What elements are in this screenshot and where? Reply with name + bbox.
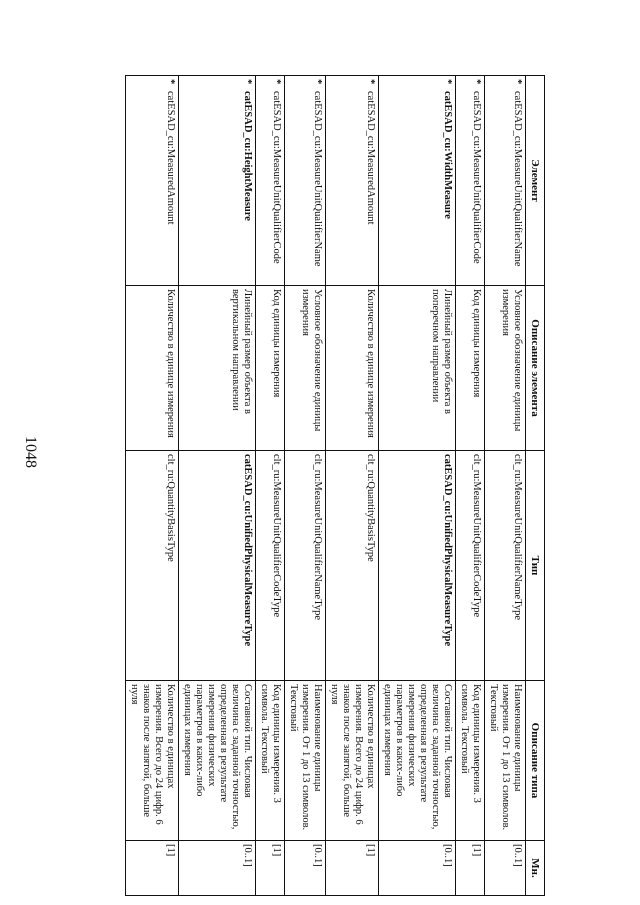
cell-type-description: Код единицы измерения. 3 символа. Текстовый bbox=[456, 681, 485, 841]
cell-multiplicity: [1] bbox=[326, 841, 379, 896]
element-name: catESAD_cu:MeasuredAmount bbox=[365, 91, 376, 225]
element-name: catESAD_cu:MeasureUnitQualifierName bbox=[512, 91, 523, 267]
cell-type-description: Составной тип. Числовая величина с заданной точностью, определенная в результате измерения физических параметров в каких-либо единицах измерения bbox=[379, 681, 456, 841]
table-row bbox=[379, 76, 456, 896]
page-number: 1048 bbox=[22, 436, 39, 468]
cell-type: clt_ru:MeasureUnitQualifierCodeType bbox=[456, 451, 485, 681]
header-element: Элемент bbox=[526, 76, 545, 286]
cell-multiplicity: [1] bbox=[126, 841, 179, 896]
table-body bbox=[126, 76, 526, 896]
cell-type: catESAD_cu:UnifiedPhysicalMeasureType bbox=[379, 451, 456, 681]
row-marker: * bbox=[365, 79, 376, 85]
element-wrap bbox=[511, 79, 523, 282]
element-wrap bbox=[164, 79, 176, 282]
cell-element-description: Код единицы измерения bbox=[456, 286, 485, 451]
cell-type: clt_ru:MeasureUnitQualifierCodeType bbox=[256, 451, 285, 681]
element-wrap bbox=[241, 79, 253, 282]
cell-element-description: Количество в единице измерения bbox=[326, 286, 379, 451]
row-marker: * bbox=[242, 79, 253, 85]
cell-element bbox=[256, 76, 285, 286]
table-row bbox=[285, 76, 326, 896]
cell-element-description: Количество в единице измерения bbox=[126, 286, 179, 451]
cell-element-description: Линейный размер объекта в поперечном направлении bbox=[379, 286, 456, 451]
element-wrap bbox=[364, 79, 376, 282]
element-wrap bbox=[311, 79, 323, 282]
cell-type-description: Код единицы измерения. 3 символа. Текстовый bbox=[256, 681, 285, 841]
cell-element-description: Условное обозначение единицы измерения bbox=[285, 286, 326, 451]
cell-element-description: Линейный размер объекта в вертикальном направлении bbox=[179, 286, 256, 451]
spec-table bbox=[125, 75, 545, 896]
row-marker: * bbox=[512, 79, 523, 85]
table-row bbox=[256, 76, 285, 896]
cell-element bbox=[179, 76, 256, 286]
cell-type: clt_ru:QuantityBasisType bbox=[326, 451, 379, 681]
cell-element bbox=[285, 76, 326, 286]
element-name: catESAD_cu:HeightMeasure bbox=[242, 91, 253, 221]
cell-element bbox=[326, 76, 379, 286]
cell-type: clt_ru:QuantityBasisType bbox=[126, 451, 179, 681]
cell-multiplicity: [1] bbox=[256, 841, 285, 896]
cell-multiplicity: [0..1] bbox=[179, 841, 256, 896]
cell-type: catESAD_cu:UnifiedPhysicalMeasureType bbox=[179, 451, 256, 681]
cell-multiplicity: [1] bbox=[456, 841, 485, 896]
element-wrap bbox=[470, 79, 482, 282]
header-element-description: Описание элемента bbox=[526, 286, 545, 451]
row-marker: * bbox=[165, 79, 176, 85]
cell-type-description: Количество в единицах измерения. Всего до 24 цифр. 6 знаков после запятой, больше нуля bbox=[326, 681, 379, 841]
cell-element bbox=[126, 76, 179, 286]
header-type: Тип bbox=[526, 451, 545, 681]
cell-type-description: Наименование единицы измерения. От 1 до 13 символов. Текстовый bbox=[285, 681, 326, 841]
table-row bbox=[179, 76, 256, 896]
header-multiplicity: Мн. bbox=[526, 841, 545, 896]
table-row bbox=[485, 76, 526, 896]
element-wrap bbox=[441, 79, 453, 282]
header-type-description: Описание типа bbox=[526, 681, 545, 841]
cell-type: clt_ru:MeasureUnitQualifierNameType bbox=[285, 451, 326, 681]
cell-element bbox=[485, 76, 526, 286]
cell-type-description: Составной тип. Числовая величина с заданной точностью, определенная в результате измерения физических параметров в каких-либо единицах измерения bbox=[179, 681, 256, 841]
cell-element bbox=[456, 76, 485, 286]
element-name: catESAD_cu:MeasuredAmount bbox=[165, 91, 176, 225]
table-row bbox=[326, 76, 379, 896]
element-name: catESAD_cu:MeasureUnitQualifierName bbox=[312, 91, 323, 267]
cell-element-description: Код единицы измерения bbox=[256, 286, 285, 451]
element-name: catESAD_cu:MeasureUnitQualifierCode bbox=[471, 91, 482, 264]
row-marker: * bbox=[271, 79, 282, 85]
cell-multiplicity: [0..1] bbox=[285, 841, 326, 896]
row-marker: * bbox=[442, 79, 453, 85]
rotated-table-frame bbox=[95, 75, 545, 895]
table-row bbox=[126, 76, 179, 896]
table-row bbox=[456, 76, 485, 896]
cell-multiplicity: [0..1] bbox=[379, 841, 456, 896]
cell-multiplicity: [0..1] bbox=[485, 841, 526, 896]
cell-element-description: Условное обозначение единицы измерения bbox=[485, 286, 526, 451]
row-marker: * bbox=[471, 79, 482, 85]
element-name: catESAD_cu:MeasureUnitQualifierCode bbox=[271, 91, 282, 264]
table-header-row bbox=[526, 76, 545, 896]
cell-type-description: Наименование единицы измерения. От 1 до 13 символов. Текстовый bbox=[485, 681, 526, 841]
element-name: catESAD_cu:WidthMeasure bbox=[442, 91, 453, 219]
cell-type: clt_ru:MeasureUnitQualifierNameType bbox=[485, 451, 526, 681]
cell-element bbox=[379, 76, 456, 286]
row-marker: * bbox=[312, 79, 323, 85]
element-wrap bbox=[270, 79, 282, 282]
cell-type-description: Количество в единицах измерения. Всего до 24 цифр. 6 знаков после запятой, больше нуля bbox=[126, 681, 179, 841]
